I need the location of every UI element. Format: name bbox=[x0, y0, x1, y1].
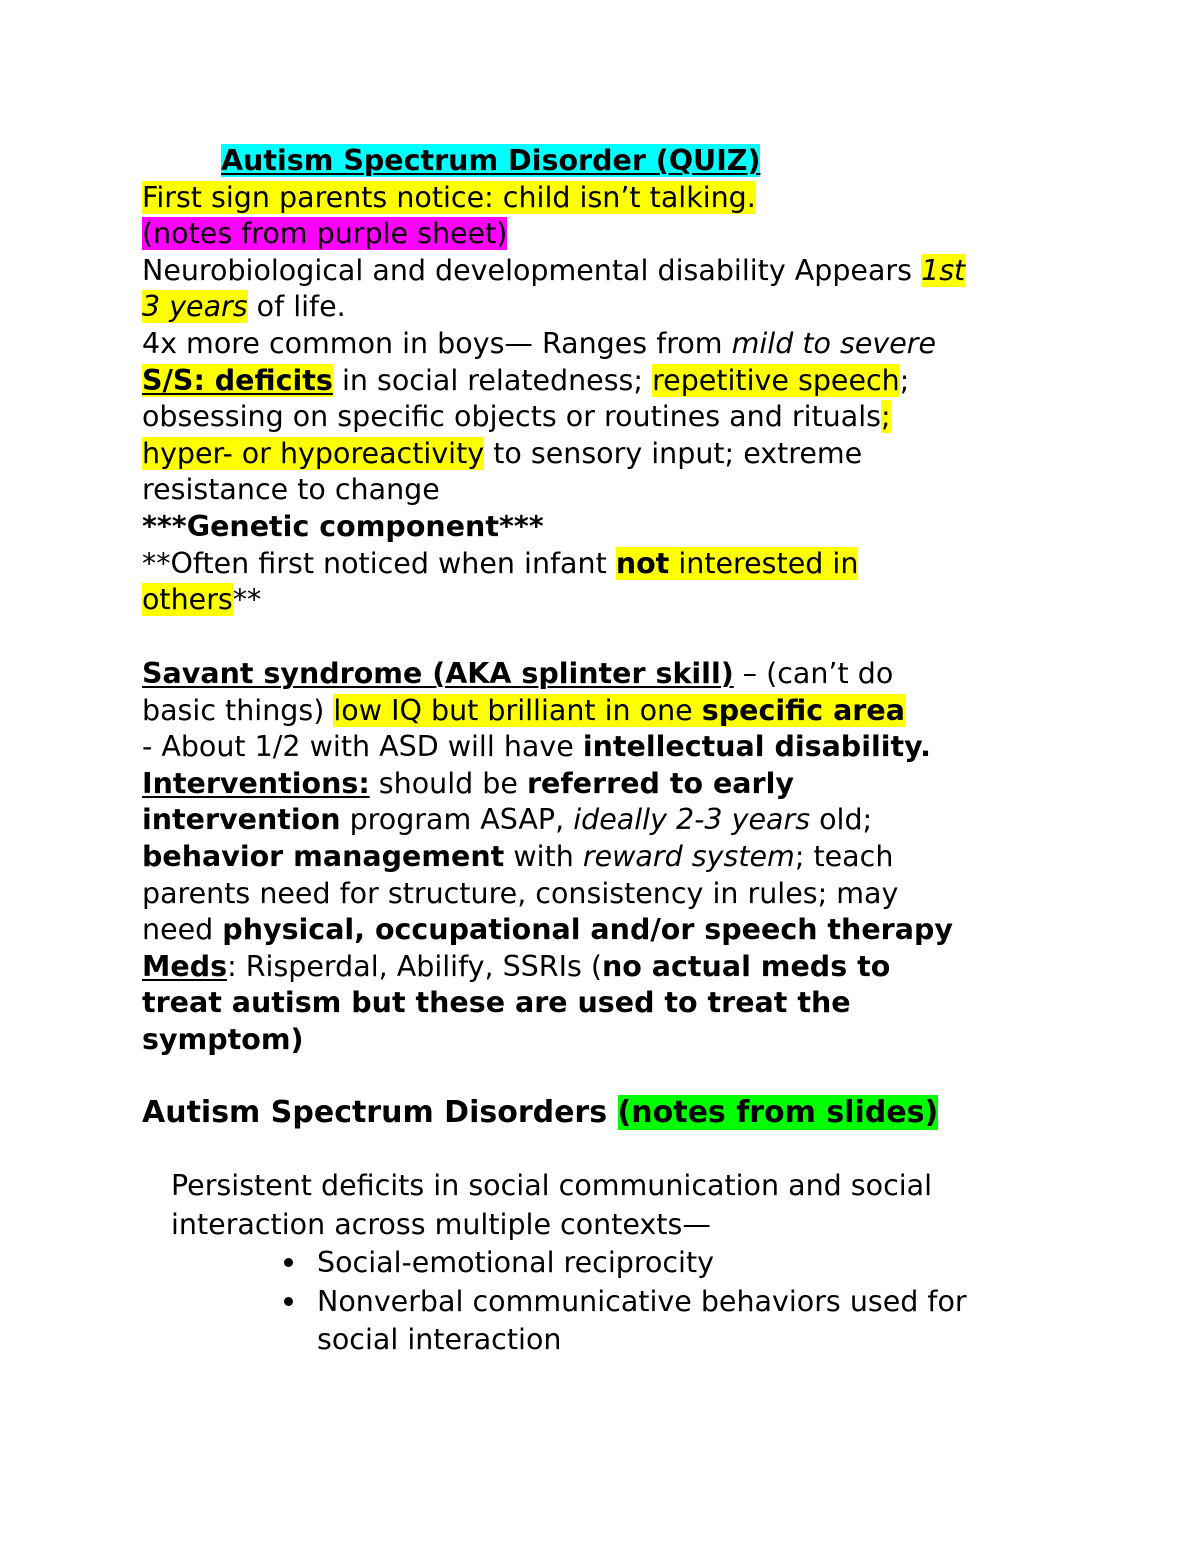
interventions-line-1 bbox=[142, 766, 1072, 803]
ss-line-3 bbox=[142, 436, 1072, 473]
meds-line-2 bbox=[142, 985, 1072, 1022]
ss-highlight-1: repetitive speech bbox=[652, 363, 900, 397]
ss-text-3: to sensory input; extreme bbox=[484, 436, 863, 470]
slides-heading-text: Autism Spectrum Disorders bbox=[142, 1095, 618, 1130]
meds-bold-1: no actual meds to bbox=[602, 949, 891, 983]
often-line-2 bbox=[142, 582, 1072, 619]
savant-line-2 bbox=[142, 693, 1072, 730]
bullet-text: Nonverbal communicative behaviors used for bbox=[317, 1284, 967, 1318]
list-item bbox=[171, 1244, 967, 1283]
document-title-line bbox=[142, 143, 1072, 180]
interventions-italic-1: ideally 2-3 years bbox=[573, 803, 811, 837]
slides-section-heading bbox=[142, 1094, 938, 1132]
interventions-line-5 bbox=[142, 912, 1072, 949]
savant-highlight: low IQ but brilliant in one bbox=[333, 693, 702, 727]
savant-bold: intellectual disability. bbox=[582, 730, 931, 764]
neuro-italic-2: 3 years bbox=[142, 290, 248, 324]
interventions-text-3: old; bbox=[810, 803, 873, 837]
ss-line-2 bbox=[142, 399, 1072, 436]
neuro-line-2 bbox=[142, 289, 1072, 326]
meds-bold-2: treat autism but these are used to treat the bbox=[142, 986, 851, 1020]
savant-label: Savant syndrome (AKA splinter skill) bbox=[142, 657, 734, 690]
interventions-text-1: should be bbox=[369, 766, 527, 800]
savant-text-1: – (can’t do bbox=[733, 657, 894, 690]
often-text-1: **Often first noticed when infant bbox=[142, 546, 616, 580]
boys-line bbox=[142, 326, 1072, 363]
often-highlight-1: interested in bbox=[669, 546, 859, 580]
interventions-italic-2: reward system bbox=[582, 839, 795, 873]
savant-line-1 bbox=[142, 656, 1072, 693]
interventions-text-5: ; teach bbox=[794, 839, 894, 873]
list-item bbox=[171, 1283, 967, 1360]
boys-text: 4x more common in boys— Ranges from bbox=[142, 326, 732, 360]
slides-paragraph-line-1: Persistent deficits in social communication and social bbox=[171, 1169, 933, 1202]
savant-highlight-bold: specific area bbox=[701, 693, 905, 727]
document-title: Autism Spectrum Disorder (QUIZ) bbox=[221, 144, 761, 177]
quiz-notes-block bbox=[142, 143, 1072, 619]
often-highlight-2: others bbox=[142, 583, 233, 617]
interventions-bold-1: referred to early bbox=[526, 766, 794, 800]
ss-line-4-text: resistance to change bbox=[142, 473, 440, 507]
interventions-bold-4: physical, occupational and/or speech therapy bbox=[222, 913, 953, 947]
first-sign-line bbox=[142, 180, 1072, 217]
interventions-bold-2: intervention bbox=[142, 803, 341, 837]
interventions-text-6: parents need for structure, consistency in rules; may bbox=[142, 876, 899, 910]
savant-interventions-block bbox=[142, 656, 1072, 1059]
slides-paragraph-line-2: interaction across multiple contexts— bbox=[171, 1207, 711, 1241]
genetic-text: ***Genetic component*** bbox=[142, 509, 544, 543]
interventions-label: Interventions: bbox=[142, 766, 370, 800]
neuro-line-1 bbox=[142, 253, 1072, 290]
first-sign-text: First sign parents notice: child isn’t talking. bbox=[142, 180, 756, 214]
notes-purple-line bbox=[142, 216, 1072, 253]
bullet-text: Social-emotional reciprocity bbox=[317, 1246, 715, 1279]
meds-text-1: : Risperdal, Abilify, SSRIs ( bbox=[227, 949, 603, 983]
slides-heading-highlight: (notes from slides) bbox=[617, 1095, 939, 1130]
ss-highlight-2: hyper- or hyporeactivity bbox=[142, 436, 485, 470]
genetic-line bbox=[142, 509, 1072, 546]
notes-purple-label: (notes from purple sheet) bbox=[142, 217, 508, 251]
meds-line-3 bbox=[142, 1022, 1072, 1059]
slides-notes-block bbox=[171, 1167, 967, 1360]
interventions-text-7: need bbox=[142, 913, 223, 947]
neuro-text-1: Neurobiological and developmental disability Appears bbox=[142, 253, 922, 287]
ss-semicolon: ; bbox=[880, 400, 891, 434]
interventions-bold-3: behavior management bbox=[142, 839, 505, 873]
often-bold: not bbox=[615, 546, 670, 580]
savant-line-3 bbox=[142, 729, 1072, 766]
ss-text-2: ; bbox=[899, 363, 910, 397]
often-text-2: ** bbox=[232, 583, 262, 617]
neuro-text-2: of life. bbox=[247, 290, 346, 324]
ss-line-1 bbox=[142, 363, 1072, 400]
slides-bullet-list bbox=[171, 1244, 967, 1360]
meds-line-1 bbox=[142, 949, 1072, 986]
savant-text-3: - About 1/2 with ASD will have bbox=[142, 730, 583, 764]
bullet-dot-icon bbox=[284, 1297, 293, 1306]
ss-line-4 bbox=[142, 472, 1072, 509]
ss-line-2-text: obsessing on specific objects or routines and rituals bbox=[142, 400, 881, 434]
interventions-text-4: with bbox=[504, 839, 583, 873]
meds-label: Meds bbox=[142, 949, 228, 983]
meds-bold-3: symptom) bbox=[142, 1022, 304, 1056]
bullet-text-continuation: social interaction bbox=[317, 1323, 562, 1356]
ss-label: S/S: deficits bbox=[142, 363, 333, 397]
interventions-line-2 bbox=[142, 802, 1072, 839]
often-line-1 bbox=[142, 546, 1072, 583]
boys-italic: mild to severe bbox=[731, 326, 937, 360]
interventions-line-3 bbox=[142, 839, 1072, 876]
bullet-dot-icon bbox=[284, 1258, 293, 1267]
ss-text-1: in social relatedness; bbox=[332, 363, 653, 397]
interventions-text-2: program ASAP, bbox=[340, 803, 574, 837]
interventions-line-4 bbox=[142, 876, 1072, 913]
neuro-italic-1: 1st bbox=[921, 253, 966, 287]
savant-text-2: basic things) bbox=[142, 693, 334, 727]
